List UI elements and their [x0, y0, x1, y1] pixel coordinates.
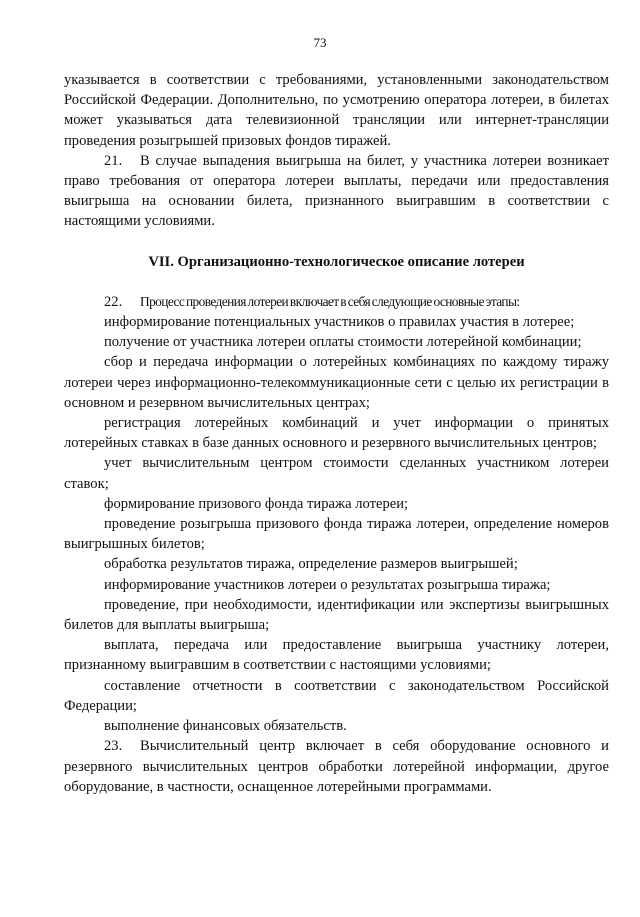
page-number: 73 — [313, 35, 327, 50]
stage-item: сбор и передача информации о лотерейных комбинациях по каждому тиражу лотереи через информационно-телекоммуникационные сети с целью их регистрации в основном и резервном вычислительных центрах; — [64, 354, 609, 411]
stage-item: обработка результатов тиража, определение размеров выигрышей; — [104, 556, 518, 573]
stage-item: проведение, при необходимости, идентификации или экспертизы выигрышных билетов для выплаты выигрыша; — [64, 596, 609, 634]
item-22-lead — [64, 292, 609, 312]
stage-item: выполнение финансовых обязательств. — [104, 718, 347, 735]
stage-item: информирование участников лотереи о результатах розыгрыша тиража; — [104, 576, 551, 593]
stage-item: формирование призового фонда тиража лотереи; — [104, 495, 409, 512]
stage-item: проведение розыгрыша призового фонда тиража лотереи, определение номеров выигрышных билетов; — [64, 516, 609, 553]
item-21 — [64, 151, 609, 232]
item-22-lead-text: Процесс проведения лотереи включает в себя следующие основные этапы: — [140, 293, 520, 309]
item-21-number: 21. — [104, 152, 123, 169]
item-23 — [64, 736, 609, 797]
stage-item: составление отчетности в соответствии с законодательством Российской Федерации; — [64, 677, 609, 714]
item-23-number: 23. — [104, 738, 123, 755]
paragraph-continuation: указывается в соответствии с требованиями, установленными законодательством Российской Федерации. Дополнительно, по усмотрению оператора лотереи, в билетах может указываться дата телевизионной трансляции или интернет-трансляции проведения розыгрышей призовых фондов тиражей. — [64, 72, 609, 149]
stage-item: учет вычислительным центром стоимости сделанных участником лотереи ставок; — [64, 455, 609, 492]
stage-item: получение от участника лотереи оплаты стоимости лотерейной комбинации; — [104, 334, 582, 351]
stage-item: регистрация лотерейных комбинаций и учет информации о принятых лотерейных ставках в базе данных основного и резервного вычислительных центров; — [64, 415, 609, 452]
item-21-text: В случае выпадения выигрыша на билет, у участника лотереи возникает право требования от оператора лотереи выплаты, передачи или предоставления выигрыша на основании билета, признанного выигравшим в соответствии с настоящими условиями. — [64, 152, 609, 230]
item-22-number: 22. — [104, 293, 123, 310]
item-23-text: Вычислительный центр включает в себя оборудование основного и резервного вычислительных центров обработки лотерейной информации, другое оборудование, в частности, оснащенное лотерейными программами. — [64, 738, 609, 795]
document-body — [64, 70, 609, 797]
section-title: VII. Организационно-технологическое описание лотереи — [148, 253, 525, 270]
stage-item: информирование потенциальных участников о правилах участия в лотерее; — [104, 314, 575, 331]
stage-item: выплата, передача или предоставление выигрыша участнику лотереи, признанному выигравшим в соответствии с настоящими условиями; — [64, 637, 609, 674]
